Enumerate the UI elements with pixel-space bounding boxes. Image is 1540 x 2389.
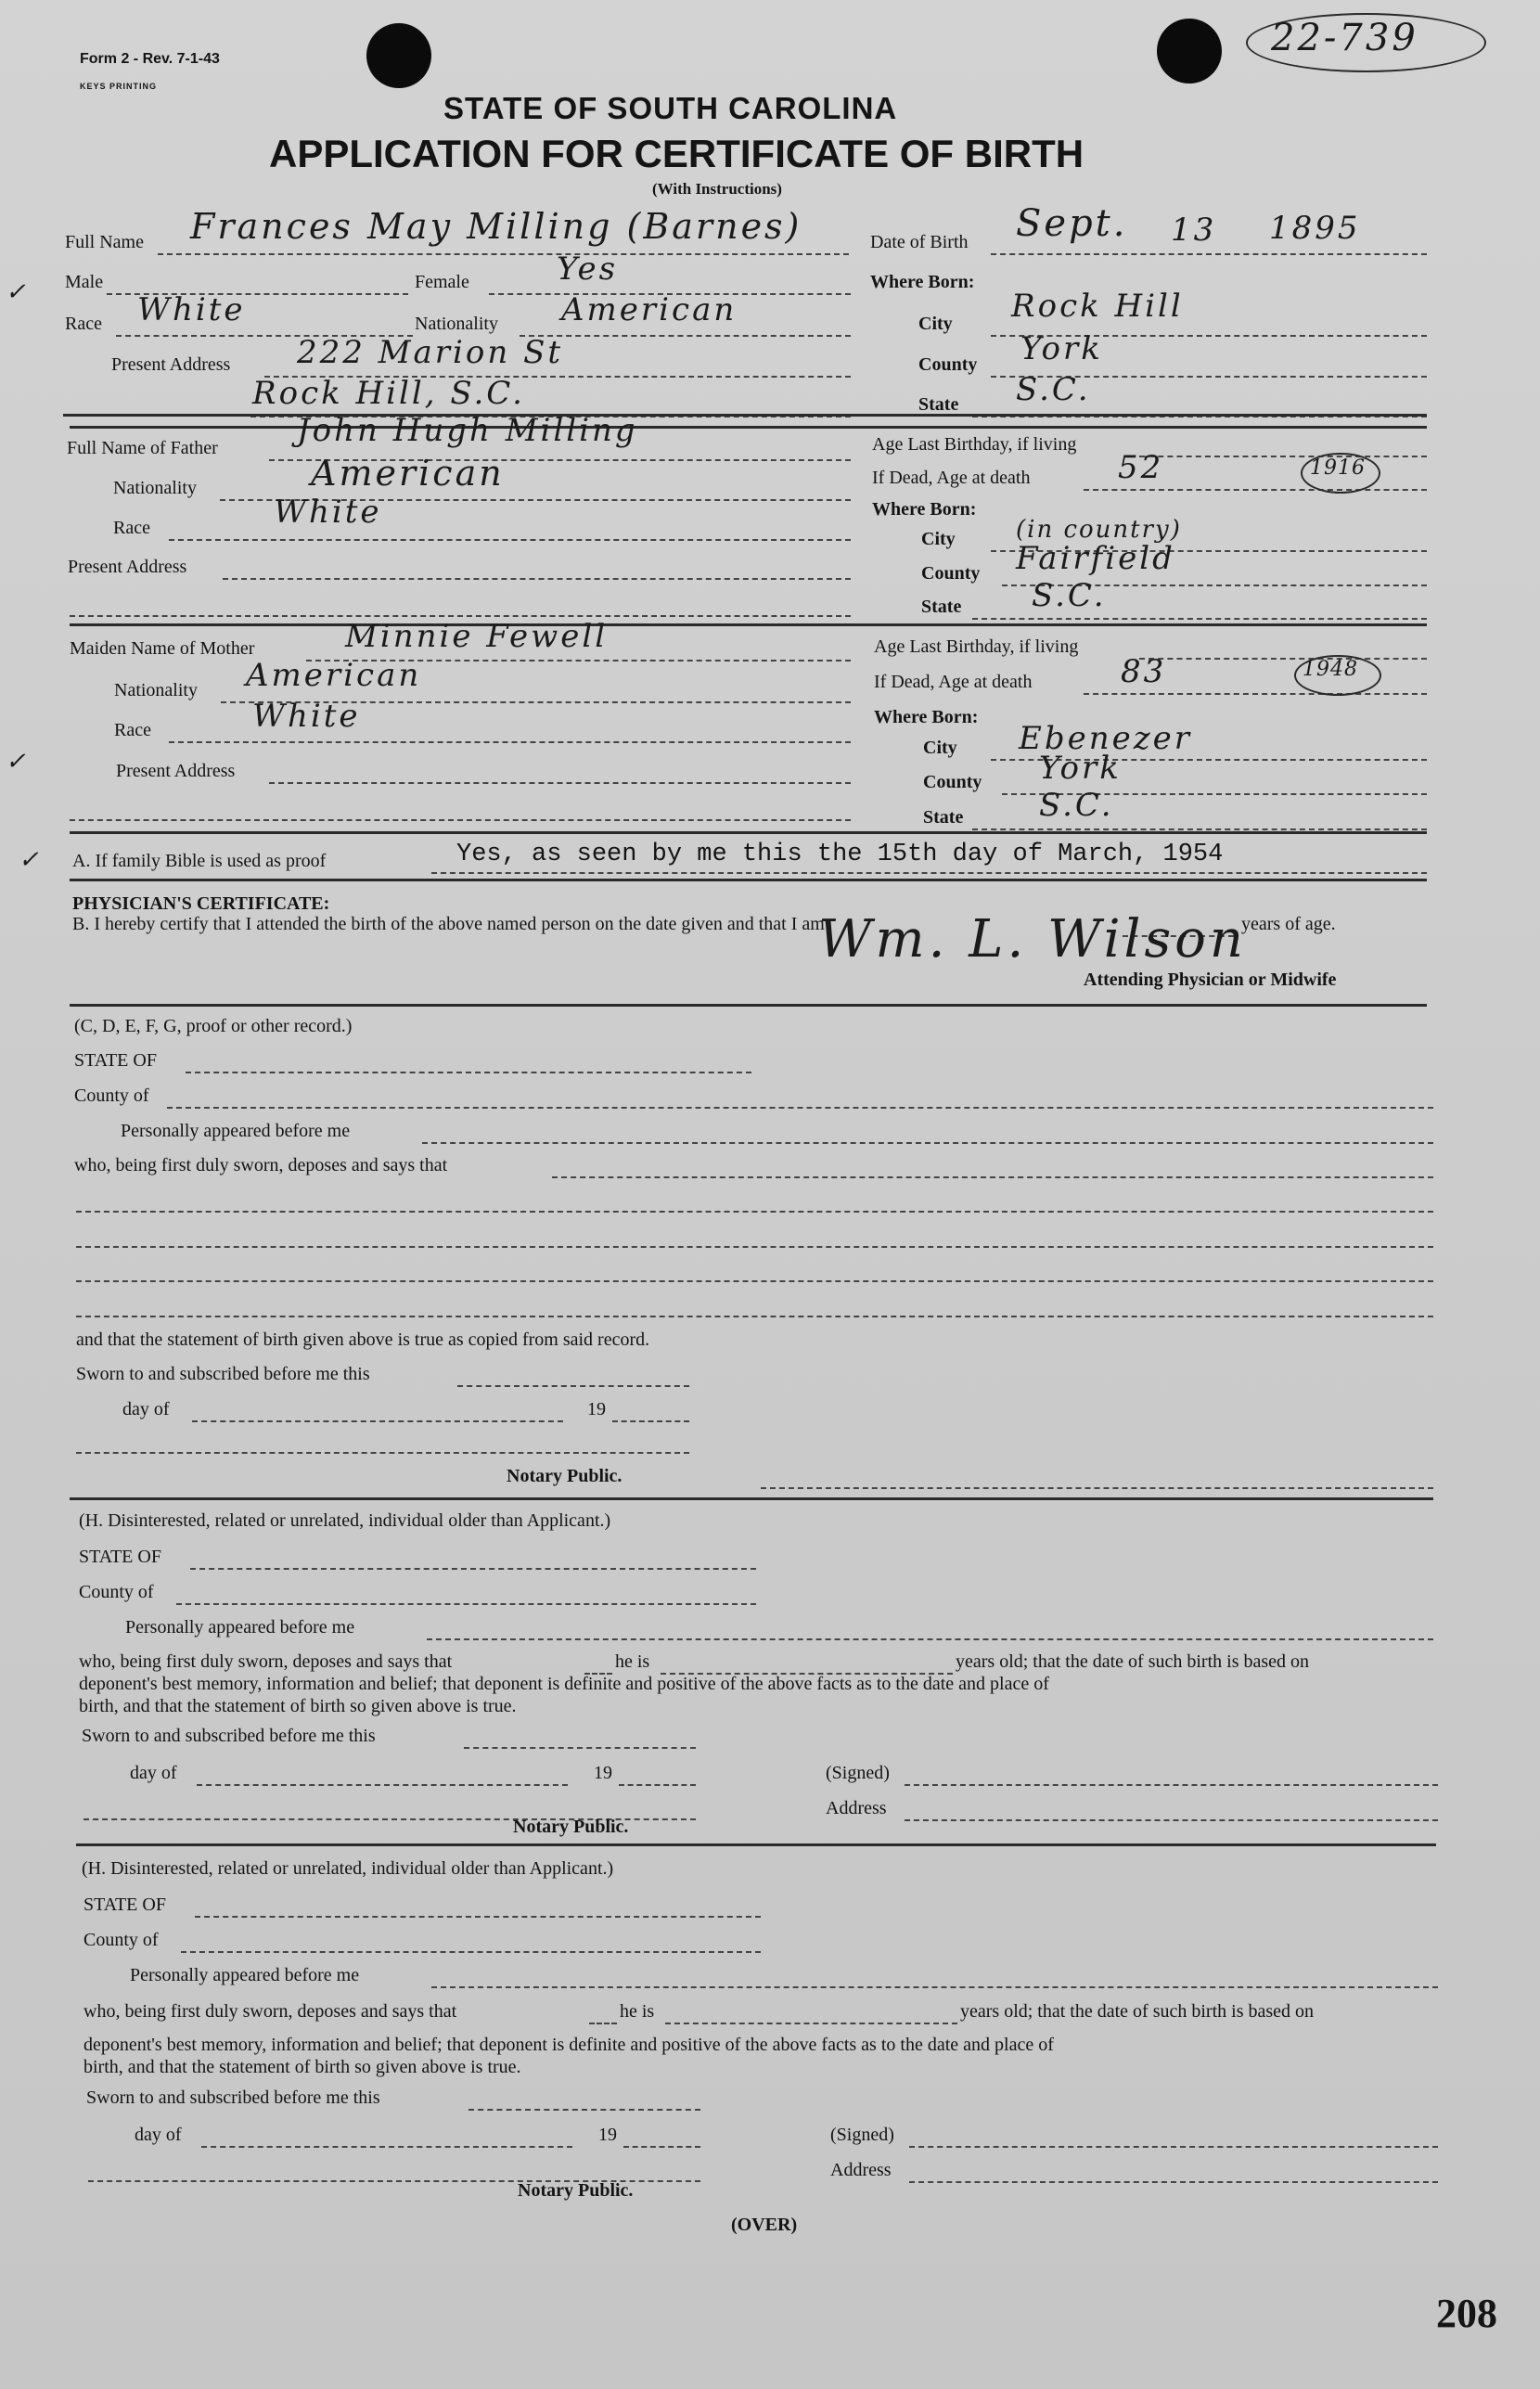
father-race-value: White: [274, 494, 382, 531]
check-mark-2: ✓: [6, 748, 28, 776]
dob-day: 13: [1171, 212, 1217, 249]
mother-age-living-label: Age Last Birthday, if living: [874, 636, 1079, 657]
affidavit-h1-subscribed: Sworn to and subscribed before me this: [82, 1726, 376, 1746]
race-label: Race: [65, 314, 102, 334]
father-state-label: State: [921, 597, 962, 617]
affidavit-h1-day-of: day of: [130, 1763, 177, 1783]
father-city-value: (in country): [1016, 516, 1182, 544]
full-name-label: Full Name: [65, 232, 144, 252]
affidavit-c-subscribed: Sworn to and subscribed before me this: [76, 1364, 370, 1384]
affidavit-h1-address: Address: [826, 1798, 887, 1818]
mother-state-label: State: [923, 807, 964, 828]
female-label: Female: [415, 272, 469, 292]
affidavit-h2-county-of: County of: [83, 1930, 159, 1950]
father-county-value: Fairfield: [1016, 540, 1175, 577]
dob-year: 1895: [1269, 210, 1361, 247]
mother-where-born-label: Where Born:: [874, 707, 979, 727]
father-age-dead-value: 52: [1118, 449, 1164, 486]
father-state-value: S.C.: [1032, 577, 1107, 614]
physician-years-of-age: years of age.: [1241, 914, 1336, 934]
punch-hole-left: [366, 23, 431, 88]
affidavit-h2-sworn-a: who, being first duly sworn, deposes and says that: [83, 2001, 457, 2022]
printer-mark: KEYS PRINTING: [80, 82, 158, 91]
father-city-label: City: [921, 529, 956, 549]
physician-caption: Attending Physician or Midwife: [1084, 970, 1337, 990]
page-number: 208: [1436, 2291, 1497, 2336]
present-address-label: Present Address: [111, 354, 231, 375]
female-value: Yes: [557, 250, 619, 288]
affidavit-c-sworn: who, being first duly sworn, deposes and says that: [74, 1155, 448, 1175]
affidavit-h2-appeared: Personally appeared before me: [130, 1965, 360, 1985]
affidavit-h1-sworn-line3: birth, and that the statement of birth so given above is true.: [79, 1696, 517, 1716]
affidavit-h1-year-prefix: 19: [594, 1763, 612, 1783]
mother-age-dead-label: If Dead, Age at death: [874, 672, 1033, 692]
mother-nationality-label: Nationality: [114, 680, 198, 700]
section-a-value: Yes, as seen by me this the 15th day of March, 1954: [456, 841, 1224, 868]
nationality-label: Nationality: [415, 314, 498, 334]
mother-present-address-label: Present Address: [116, 761, 236, 781]
nationality-value: American: [561, 291, 738, 328]
mother-nationality-value: American: [246, 657, 422, 694]
affidavit-c-appeared: Personally appeared before me: [121, 1121, 351, 1141]
affidavit-h1-sworn-he: he is: [615, 1651, 650, 1672]
affidavit-c-statement: and that the statement of birth given above is true as copied from said record.: [76, 1329, 650, 1350]
affidavit-c-year-prefix: 19: [587, 1399, 606, 1419]
father-race-label: Race: [113, 518, 150, 538]
file-number: 22-739: [1271, 17, 1418, 59]
mother-age-dead-value: 83: [1121, 653, 1167, 690]
birth-state-label: State: [918, 394, 959, 415]
state-title: STATE OF SOUTH CAROLINA: [443, 91, 898, 125]
address-line1: 222 Marion St: [297, 334, 564, 371]
mother-city-value: Ebenezer: [1019, 720, 1193, 757]
mother-name-label: Maiden Name of Mother: [70, 638, 255, 659]
affidavit-c-heading: (C, D, E, F, G, proof or other record.): [74, 1016, 353, 1036]
affidavit-c-county-of: County of: [74, 1085, 149, 1106]
affidavit-h2-day-of: day of: [135, 2125, 182, 2145]
punch-hole-right: [1157, 19, 1222, 83]
document-title: APPLICATION FOR CERTIFICATE OF BIRTH: [269, 132, 1084, 175]
affidavit-h1-sworn-b: years old; that the date of such birth is based on: [956, 1651, 1310, 1672]
physician-heading: PHYSICIAN'S CERTIFICATE:: [72, 893, 330, 914]
race-value: White: [137, 291, 246, 328]
affidavit-h2-year-prefix: 19: [598, 2125, 617, 2145]
mother-race-value: White: [252, 698, 361, 735]
affidavit-h2-notary: Notary Public.: [518, 2180, 634, 2201]
form-id: Form 2 - Rev. 7-1-43: [80, 51, 220, 67]
father-county-label: County: [921, 563, 981, 584]
father-name-value: John Hugh Milling: [297, 412, 638, 449]
birth-city-value: Rock Hill: [1011, 288, 1184, 325]
father-present-address-label: Present Address: [68, 557, 187, 577]
affidavit-c-state-of: STATE OF: [74, 1050, 157, 1071]
affidavit-c-day-of: day of: [122, 1399, 170, 1419]
mother-death-year: 1948: [1303, 658, 1358, 681]
father-death-year: 1916: [1310, 456, 1366, 480]
father-age-living-label: Age Last Birthday, if living: [872, 434, 1077, 455]
mother-county-label: County: [923, 772, 982, 792]
birth-county-label: County: [918, 354, 978, 375]
affidavit-h2-sworn-b: years old; that the date of such birth is based on: [960, 2001, 1315, 2022]
affidavit-h1-sworn-a: who, being first duly sworn, deposes and says that: [79, 1651, 453, 1672]
affidavit-h1-heading: (H. Disinterested, related or unrelated, individual older than Applicant.): [79, 1510, 611, 1531]
section-a-label: A. If family Bible is used as proof: [72, 851, 327, 871]
dob-label: Date of Birth: [870, 232, 969, 252]
father-nationality-label: Nationality: [113, 478, 197, 498]
male-label: Male: [65, 272, 104, 292]
affidavit-h1-appeared: Personally appeared before me: [125, 1617, 355, 1638]
affidavit-h2-signed: (Signed): [830, 2125, 894, 2145]
affidavit-h2-sworn-line2: deponent's best memory, information and belief; that deponent is definite and positive of the above facts as to the date and place of: [83, 2035, 1054, 2055]
birth-state-value: S.C.: [1016, 371, 1091, 408]
document-subtitle: (With Instructions): [652, 180, 782, 198]
mother-race-label: Race: [114, 720, 151, 740]
check-mark-1: ✓: [6, 278, 28, 306]
father-name-label: Full Name of Father: [67, 438, 218, 458]
birth-county-value: York: [1020, 330, 1103, 367]
dob-month: Sept.: [1016, 202, 1128, 245]
check-mark-3: ✓: [19, 846, 41, 874]
where-born-label: Where Born:: [870, 272, 975, 292]
mother-county-value: York: [1039, 750, 1122, 787]
affidavit-h1-county-of: County of: [79, 1582, 154, 1602]
father-nationality-value: American: [311, 453, 505, 494]
birth-city-label: City: [918, 314, 953, 334]
affidavit-h2-heading: (H. Disinterested, related or unrelated, individual older than Applicant.): [82, 1858, 614, 1879]
full-name-value: Frances May Milling (Barnes): [190, 206, 802, 247]
affidavit-h1-notary: Notary Public.: [513, 1817, 629, 1837]
address-line2: Rock Hill, S.C.: [252, 375, 525, 412]
mother-state-value: S.C.: [1039, 787, 1114, 824]
affidavit-h2-address: Address: [830, 2160, 892, 2180]
affidavit-h2-subscribed: Sworn to and subscribed before me this: [86, 2087, 380, 2108]
father-age-dead-label: If Dead, Age at death: [872, 468, 1031, 488]
affidavit-h2-state-of: STATE OF: [83, 1895, 166, 1915]
affidavit-h2-sworn-he: he is: [620, 2001, 655, 2022]
affidavit-h1-state-of: STATE OF: [79, 1547, 161, 1567]
affidavit-h1-sworn-line2: deponent's best memory, information and belief; that deponent is definite and positive of the above facts as to the date and place of: [79, 1674, 1049, 1694]
physician-statement: B. I hereby certify that I attended the birth of the above named person on the date given and that I am: [72, 914, 825, 934]
mother-name-value: Minnie Fewell: [345, 618, 609, 655]
affidavit-h2-sworn-line3: birth, and that the statement of birth so given above is true.: [83, 2057, 521, 2077]
affidavit-c-notary: Notary Public.: [507, 1466, 622, 1486]
over-label: (OVER): [731, 2215, 798, 2235]
father-where-born-label: Where Born:: [872, 499, 977, 520]
mother-city-label: City: [923, 738, 957, 758]
affidavit-h1-signed: (Signed): [826, 1763, 890, 1783]
physician-signature: Wm. L. Wilson: [818, 909, 1247, 970]
